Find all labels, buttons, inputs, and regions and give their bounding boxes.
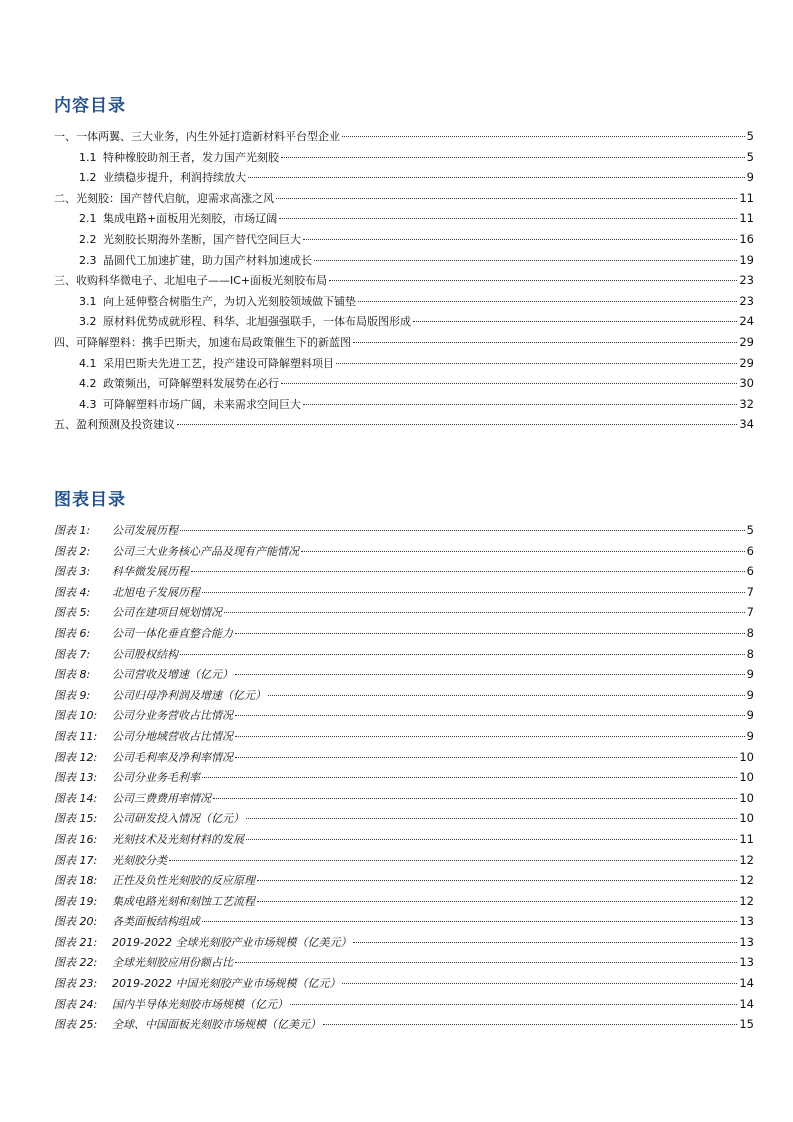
toc-entry-title: 晶圆代工加速扩建，助力国产材料加速成长 xyxy=(103,253,312,267)
dot-leader xyxy=(235,674,745,675)
toc-entry-page: 11 xyxy=(739,190,754,205)
toc-entry[interactable] xyxy=(54,250,754,271)
dot-leader xyxy=(290,1004,737,1005)
figure-entry-title: 公司营收及增速（亿元） xyxy=(112,668,233,682)
figure-entry[interactable] xyxy=(54,932,754,953)
dot-leader xyxy=(353,342,737,343)
dot-leader xyxy=(281,383,737,384)
dot-leader xyxy=(235,962,737,963)
figure-entry-title: 公司一体化垂直整合能力 xyxy=(112,626,233,640)
figure-entry-page: 9 xyxy=(746,687,754,702)
figure-entry-page: 9 xyxy=(746,708,754,723)
toc-entry-title: 业绩稳步提升，利润持续放大 xyxy=(103,171,246,185)
figure-entry-title: 正性及负性光刻胶的反应原理 xyxy=(112,874,255,888)
figure-entry-number: 图表 3: xyxy=(54,565,91,579)
figure-entry-title: 公司分地域营收占比情况 xyxy=(112,729,233,743)
figure-entry-page: 13 xyxy=(739,914,754,929)
figure-entry-page: 8 xyxy=(746,625,754,640)
figure-entry-number: 图表 10: xyxy=(54,709,98,723)
toc-entry-title: 五、盈利预测及投资建议 xyxy=(54,418,175,432)
dot-leader xyxy=(268,695,745,696)
toc-entry-title: 原材料优势成就形程、科华、北旭强强联手，一体布局版图形成 xyxy=(103,315,411,329)
dot-leader xyxy=(246,818,737,819)
figure-entry-number: 图表 13: xyxy=(54,771,98,785)
figure-entry[interactable] xyxy=(54,705,754,726)
toc-entry-page: 24 xyxy=(739,314,754,329)
figure-entry-page: 12 xyxy=(739,873,754,888)
figure-entry-page: 12 xyxy=(739,852,754,867)
figure-entry-number: 图表 7: xyxy=(54,647,91,661)
figure-entry-title: 公司在建项目规划情况 xyxy=(112,606,222,620)
toc-heading: 内容目录 xyxy=(54,96,126,116)
figure-entry-page: 14 xyxy=(739,996,754,1011)
figure-entry-number: 图表 5: xyxy=(54,606,91,620)
toc-entry[interactable] xyxy=(54,373,754,394)
figure-entry-title: 公司三费费用率情况 xyxy=(112,791,211,805)
toc-entry-title: 采用巴斯夫先进工艺，投产建设可降解塑料项目 xyxy=(103,356,334,370)
figure-entry-title: 北旭电子发展历程 xyxy=(112,585,200,599)
dot-leader xyxy=(169,860,737,861)
figure-entry[interactable] xyxy=(54,561,754,582)
figure-entry-title: 公司股权结构 xyxy=(112,647,178,661)
figure-entry-number: 图表 1: xyxy=(54,524,91,537)
figure-entry[interactable] xyxy=(54,644,754,665)
toc-entry[interactable] xyxy=(54,414,754,435)
toc-entry-page: 5 xyxy=(746,129,754,143)
toc-entry-title: 集成电路+面板用光刻胶，市场辽阔 xyxy=(103,212,278,226)
dot-leader xyxy=(235,757,737,758)
toc-entry-page: 19 xyxy=(739,252,754,267)
figure-entry-page: 13 xyxy=(739,955,754,970)
dot-leader xyxy=(235,736,745,737)
figure-entry-number: 图表 12: xyxy=(54,750,98,764)
dot-leader xyxy=(301,551,745,552)
figure-entry-page: 6 xyxy=(746,543,754,558)
figure-entry-page: 7 xyxy=(746,584,754,599)
dot-leader xyxy=(235,715,745,716)
dot-leader xyxy=(281,157,745,158)
toc-entry-title: 特种橡胶助剂王者，发力国产光刻胶 xyxy=(103,150,279,164)
toc-entry-number: 4.1 xyxy=(79,356,97,370)
figure-entry-page: 9 xyxy=(746,667,754,682)
figure-entry-number: 图表 15: xyxy=(54,812,98,826)
figure-entry-number: 图表 9: xyxy=(54,688,91,702)
toc-entry-page: 23 xyxy=(739,293,754,308)
figure-entry-page: 11 xyxy=(739,831,754,846)
figure-entry[interactable] xyxy=(54,808,754,829)
figure-entry-title: 公司分业务营收占比情况 xyxy=(112,709,233,723)
figure-entry[interactable] xyxy=(54,664,754,685)
figure-list xyxy=(54,520,754,1035)
dot-leader xyxy=(314,260,737,261)
figure-entry[interactable] xyxy=(54,911,754,932)
figure-entry-page: 12 xyxy=(739,893,754,908)
dot-leader xyxy=(257,901,737,902)
toc-entry-title: 向上延伸整合树脂生产，为切入光刻胶领域做下铺垫 xyxy=(103,294,356,308)
dot-leader xyxy=(303,404,737,405)
figure-entry-title: 公司归母净利润及增速（亿元） xyxy=(112,688,266,702)
figure-list-heading: 图表目录 xyxy=(54,490,126,510)
toc-entry[interactable] xyxy=(54,126,754,147)
figure-entry-page: 7 xyxy=(746,605,754,620)
figure-entry-page: 10 xyxy=(739,811,754,826)
toc-entry-title: 一、一体两翼、三大业务，内生外延打造新材料平台型企业 xyxy=(54,130,340,143)
figure-entry-number: 图表 6: xyxy=(54,626,91,640)
toc-entry[interactable] xyxy=(54,353,754,374)
figure-entry[interactable] xyxy=(54,1014,754,1035)
figure-entry-number: 图表 18: xyxy=(54,874,98,888)
toc-entry-page: 5 xyxy=(746,149,754,164)
dot-leader xyxy=(276,198,737,199)
toc-entry-title: 二、光刻胶：国产替代启航，迎需求高涨之风 xyxy=(54,191,274,205)
toc-entry-page: 34 xyxy=(739,417,754,432)
toc-entry[interactable] xyxy=(54,394,754,415)
figure-entry-page: 6 xyxy=(746,564,754,579)
figure-entry-title: 全球光刻胶应用份额占比 xyxy=(112,956,233,970)
dot-leader xyxy=(342,136,745,137)
figure-entry[interactable] xyxy=(54,541,754,562)
toc-list xyxy=(54,126,754,435)
figure-entry-number: 图表 22: xyxy=(54,956,98,970)
toc-entry-page: 29 xyxy=(739,355,754,370)
figure-entry[interactable] xyxy=(54,602,754,623)
dot-leader xyxy=(202,592,745,593)
toc-entry-title: 可降解塑料市场广阔，未来需求空间巨大 xyxy=(103,397,301,411)
dot-leader xyxy=(213,798,737,799)
dot-leader xyxy=(257,880,737,881)
figure-entry[interactable] xyxy=(54,973,754,994)
figure-entry[interactable] xyxy=(54,623,754,644)
toc-entry-page: 16 xyxy=(739,231,754,246)
toc-entry-page: 23 xyxy=(739,273,754,288)
figure-entry-title: 光刻胶分类 xyxy=(112,853,167,867)
figure-entry[interactable] xyxy=(54,747,754,768)
toc-entry[interactable] xyxy=(54,229,754,250)
figure-entry[interactable] xyxy=(54,850,754,871)
figure-entry[interactable] xyxy=(54,891,754,912)
toc-entry[interactable] xyxy=(54,291,754,312)
toc-entry[interactable] xyxy=(54,311,754,332)
dot-leader xyxy=(303,239,737,240)
figure-entry-title: 公司三大业务核心产品及现有产能情况 xyxy=(112,544,299,558)
dot-leader xyxy=(235,633,745,634)
toc-entry-title: 政策频出，可降解塑料发展势在必行 xyxy=(103,377,279,391)
figure-entry-number: 图表 25: xyxy=(54,1018,98,1032)
figure-entry-page: 9 xyxy=(746,728,754,743)
toc-entry-number: 2.1 xyxy=(79,212,97,226)
figure-entry-page: 15 xyxy=(739,1017,754,1032)
figure-entry-title: 公司研发投入情况（亿元） xyxy=(112,812,244,826)
toc-entry-number: 4.2 xyxy=(79,377,97,391)
dot-leader xyxy=(224,612,745,613)
toc-entry[interactable] xyxy=(54,270,754,291)
figure-entry-number: 图表 17: xyxy=(54,853,98,867)
figure-entry[interactable] xyxy=(54,685,754,706)
toc-entry[interactable] xyxy=(54,167,754,188)
figure-entry-number: 图表 19: xyxy=(54,894,98,908)
dot-leader xyxy=(279,218,737,219)
figure-entry-number: 图表 16: xyxy=(54,832,98,846)
toc-entry[interactable] xyxy=(54,147,754,168)
toc-entry-number: 2.3 xyxy=(79,253,97,267)
figure-entry[interactable] xyxy=(54,788,754,809)
figure-entry[interactable] xyxy=(54,582,754,603)
figure-entry[interactable] xyxy=(54,726,754,747)
toc-entry-number: 1.2 xyxy=(79,171,97,185)
toc-entry[interactable] xyxy=(54,188,754,209)
toc-entry-number: 3.2 xyxy=(79,315,97,329)
toc-entry-title: 三、收购科华微电子、北旭电子——IC+面板光刻胶布局 xyxy=(54,274,328,288)
figure-entry-page: 10 xyxy=(739,770,754,785)
figure-entry[interactable] xyxy=(54,870,754,891)
dot-leader xyxy=(191,571,745,572)
figure-entry-title: 科华微发展历程 xyxy=(112,565,189,579)
dot-leader xyxy=(202,921,737,922)
dot-leader xyxy=(413,321,737,322)
figure-entry-title: 光刻技术及光刻材料的发展 xyxy=(112,832,244,846)
dot-leader xyxy=(323,1024,737,1025)
figure-entry[interactable] xyxy=(54,767,754,788)
dot-leader xyxy=(202,777,737,778)
figure-entry-title: 2019-2022 中国光刻胶产业市场规模（亿元） xyxy=(112,977,341,991)
figure-entry-page: 10 xyxy=(739,790,754,805)
figure-entry-title: 全球、中国面板光刻胶市场规模（亿美元） xyxy=(112,1018,321,1032)
figure-entry-title: 国内半导体光刻胶市场规模（亿元） xyxy=(112,997,288,1011)
figure-entry-title: 公司分业务毛利率 xyxy=(112,771,200,785)
figure-entry-number: 图表 24: xyxy=(54,997,98,1011)
dot-leader xyxy=(180,654,745,655)
figure-entry[interactable] xyxy=(54,520,754,541)
toc-entry[interactable] xyxy=(54,208,754,229)
dot-leader xyxy=(248,177,745,178)
toc-entry-title: 光刻胶长期海外垄断，国产替代空间巨大 xyxy=(103,232,301,246)
dot-leader xyxy=(353,942,737,943)
figure-entry-title: 公司发展历程 xyxy=(112,524,178,537)
toc-entry-page: 9 xyxy=(746,170,754,185)
toc-entry-number: 1.1 xyxy=(79,150,97,164)
toc-entry[interactable] xyxy=(54,332,754,353)
figure-entry-page: 10 xyxy=(739,749,754,764)
figure-entry-title: 2019-2022 全球光刻胶产业市场规模（亿美元） xyxy=(112,935,352,949)
figure-entry-number: 图表 20: xyxy=(54,915,98,929)
toc-entry-number: 4.3 xyxy=(79,397,97,411)
toc-entry-title: 四、可降解塑料：携手巴斯夫，加速布局政策催生下的新蓝图 xyxy=(54,335,351,349)
dot-leader xyxy=(180,530,745,531)
dot-leader xyxy=(342,983,737,984)
figure-entry[interactable] xyxy=(54,829,754,850)
figure-entry-title: 各类面板结构组成 xyxy=(112,915,200,929)
figure-entry-page: 13 xyxy=(739,934,754,949)
figure-entry-number: 图表 2: xyxy=(54,544,91,558)
toc-entry-page: 29 xyxy=(739,334,754,349)
figure-entry-number: 图表 4: xyxy=(54,585,91,599)
figure-entry-number: 图表 8: xyxy=(54,668,91,682)
toc-entry-page: 11 xyxy=(739,211,754,226)
toc-entry-page: 30 xyxy=(739,376,754,391)
figure-entry-page: 14 xyxy=(739,976,754,991)
toc-entry-number: 3.1 xyxy=(79,294,97,308)
figure-entry-number: 图表 11: xyxy=(54,729,98,743)
toc-entry-number: 2.2 xyxy=(79,232,97,246)
figure-entry-number: 图表 14: xyxy=(54,791,98,805)
figure-entry-number: 图表 23: xyxy=(54,977,98,991)
figure-entry-title: 集成电路光刻和刻蚀工艺流程 xyxy=(112,894,255,908)
dot-leader xyxy=(358,301,737,302)
toc-entry-page: 32 xyxy=(739,396,754,411)
figure-entry-number: 图表 21: xyxy=(54,935,98,949)
figure-entry[interactable] xyxy=(54,952,754,973)
dot-leader xyxy=(246,839,737,840)
dot-leader xyxy=(329,280,737,281)
figure-entry-page: 5 xyxy=(746,523,754,537)
figure-entry-title: 公司毛利率及净利率情况 xyxy=(112,750,233,764)
figure-entry[interactable] xyxy=(54,994,754,1015)
dot-leader xyxy=(177,424,737,425)
dot-leader xyxy=(336,363,737,364)
figure-entry-page: 8 xyxy=(746,646,754,661)
